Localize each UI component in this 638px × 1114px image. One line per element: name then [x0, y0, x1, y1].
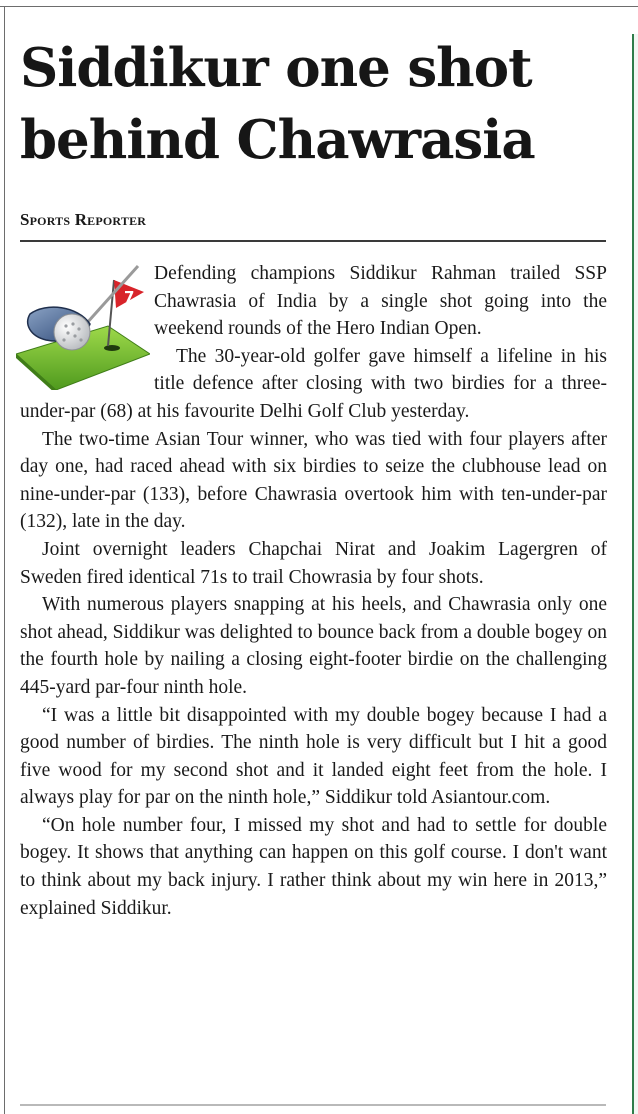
paragraph: “On hole number four, I missed my shot and had to settle for double bogey. It shows that anything can happen on this golf course. I don't want to think about my back injury. I rather think about my win here in 2013,” explained Siddikur. — [20, 814, 607, 919]
adjacent-column-edge — [632, 34, 638, 1114]
flag-number: 7 — [124, 288, 135, 306]
top-rule — [0, 6, 638, 7]
bottom-rule — [20, 1104, 606, 1106]
left-column-rule — [4, 6, 5, 1114]
paragraph: With numerous players snapping at his heels, and Chawrasia only one shot ahead, Siddikur was delighted to bounce back from a double bogey on the fourth hole by nailing a closing eight-footer birdie on the challenging 445-yard par-four ninth hole. — [20, 594, 607, 698]
byline-rule — [20, 240, 606, 242]
paragraph: Joint overnight leaders Chapchai Nirat and Joakim Lagergren of Sweden fired identical 71s to trail Chowrasia by four shots. — [20, 538, 607, 588]
paragraph: The 30-year-old golfer gave himself a lifeline in his title defence after closing with two birdies for a three-under-par (68) at his favourite Delhi Golf Club yesterday. — [20, 345, 607, 422]
byline: Sports Reporter — [20, 210, 147, 229]
headline: Siddikur one shot behind Chawrasia — [20, 37, 535, 171]
paragraph: “I was a little bit disappointed with my double bogey because I had a good number of birdies. The ninth hole is very difficult but I hit a good five wood for my second shot and it landed eight feet from the hole. I always play for par on the ninth hole,” Siddikur told Asiantour.com. — [20, 704, 607, 809]
article-body — [20, 260, 607, 922]
illustration-spacer — [20, 260, 154, 396]
paragraph: Defending champions Siddikur Rahman trailed SSP Chawrasia of India by a single shot going into the weekend rounds of the Hero Indian Open. — [154, 263, 607, 340]
paragraph: The two-time Asian Tour winner, who was tied with four players after day one, had raced ahead with six birdies to seize the clubhouse lead on nine-under-par (133), before Chawrasia overtook him with ten-under-par (132), late in the day. — [20, 428, 607, 533]
